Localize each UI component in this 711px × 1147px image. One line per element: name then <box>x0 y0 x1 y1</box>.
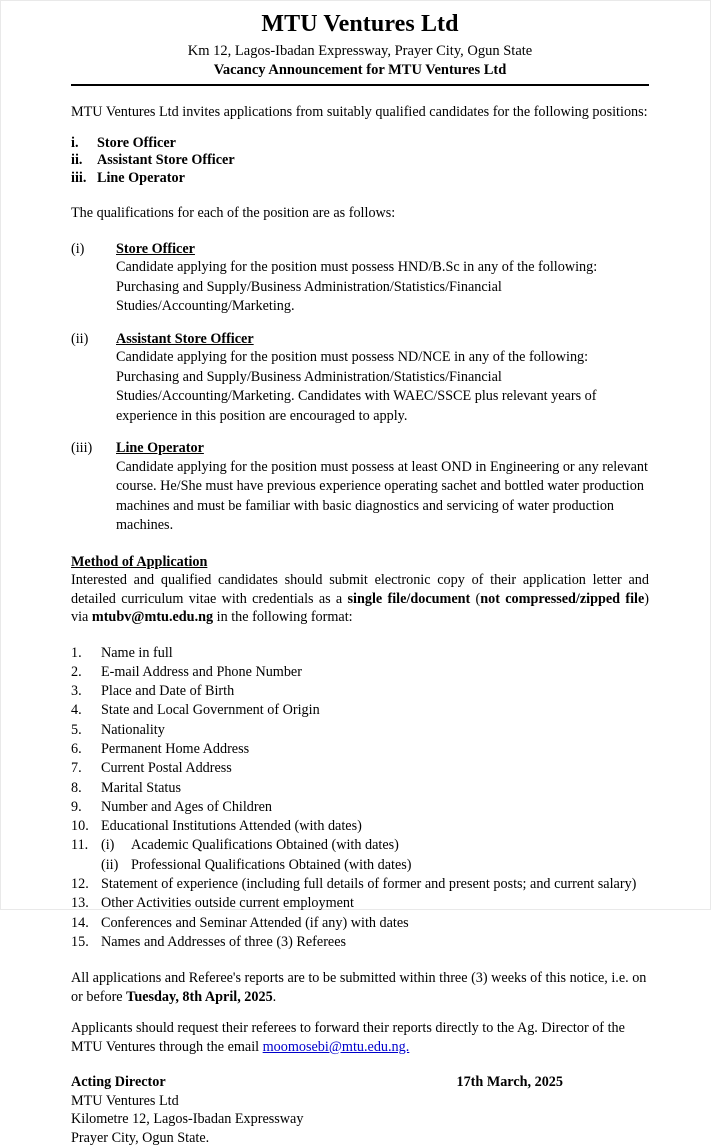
list-index: 1. <box>71 644 82 661</box>
list-item-11 <box>71 836 649 855</box>
qualification-title: Assistant Store Officer <box>116 330 254 347</box>
list-item <box>71 894 649 913</box>
spacer <box>71 1006 649 1019</box>
position-item <box>71 170 649 188</box>
sub-text-ii: Professional Qualifications Obtained (with dates) <box>131 856 412 873</box>
qualification-body <box>116 439 649 536</box>
deadline-text-1: All applications and Referee's reports are to be submitted within three (3) weeks of this notice, i.e. on or before <box>71 970 647 1005</box>
list-text: Current Postal Address <box>101 760 232 777</box>
list-index: 3. <box>71 683 82 700</box>
referee-note-paragraph <box>71 1019 649 1056</box>
spacer <box>71 317 649 330</box>
spacer <box>71 187 649 204</box>
qualification-text: Candidate applying for the position must possess at least OND in Engineering or any relevant course. He/She must have previous experience operating sachet and bottled water production machines and must be familiar with basic diagnostics and servicing of water production machines. <box>116 458 648 533</box>
list-item <box>71 779 649 798</box>
method-text-1: Interested and qualified candidates should submit electronic copy of their application letter and detailed curriculum vitae with credentials as a <box>71 572 649 607</box>
director-email-link[interactable]: moomosebi@mtu.edu.ng. <box>262 1038 410 1055</box>
spacer <box>71 536 649 553</box>
spacer <box>71 952 649 969</box>
application-format-list <box>71 644 649 953</box>
signature-address-1: Kilometre 12, Lagos-Ibadan Expressway <box>71 1111 304 1128</box>
signature-company: MTU Ventures Ltd <box>71 1092 179 1109</box>
signature-address-2: Prayer City, Ogun State. <box>71 1129 210 1146</box>
sub-spacer <box>71 856 101 875</box>
list-index: 10. <box>71 818 89 835</box>
qualification-numeral: (ii) <box>71 330 89 347</box>
method-of-application-heading-wrap <box>71 553 649 572</box>
spacer <box>71 86 649 103</box>
qualification-title: Store Officer <box>116 240 195 257</box>
company-title: MTU Ventures Ltd <box>261 11 459 37</box>
list-item <box>71 721 649 740</box>
signature-row <box>71 1073 649 1092</box>
list-text: E-mail Address and Phone Number <box>101 663 302 680</box>
signature-role: Acting Director <box>71 1074 166 1091</box>
qualification-block-assistant-store-officer <box>71 330 649 427</box>
list-text: Educational Institutions Attended (with dates) <box>101 818 362 835</box>
company-address: Km 12, Lagos-Ibadan Expressway, Prayer City, Ogun State <box>187 43 533 59</box>
list-item <box>71 875 649 894</box>
referee-note-text: Applicants should request their referees to forward their reports directly to the Ag. Director of the MTU Ventures through the email <box>71 1020 625 1055</box>
intro-paragraph: MTU Ventures Ltd invites applications from suitably qualified candidates for the following positions: <box>71 104 648 120</box>
method-text-4: in the following format: <box>213 609 353 625</box>
position-label: Assistant Store Officer <box>97 152 235 168</box>
method-text-3: ) via <box>71 590 650 625</box>
list-index: 11. <box>71 837 89 854</box>
document-body <box>71 1 649 1147</box>
list-text: Permanent Home Address <box>101 740 250 757</box>
list-index: 9. <box>71 798 82 815</box>
method-of-application-heading: Method of Application <box>71 553 208 570</box>
list-index: 6. <box>71 740 82 757</box>
list-item <box>71 798 649 817</box>
list-text: State and Local Government of Origin <box>101 702 320 719</box>
list-index: 14. <box>71 914 89 931</box>
deadline-paragraph <box>71 969 649 1006</box>
list-item <box>71 817 649 836</box>
list-index: 2. <box>71 663 82 680</box>
list-index: 12. <box>71 876 89 893</box>
list-index: 13. <box>71 895 89 912</box>
list-item <box>71 682 649 701</box>
list-text: Marital Status <box>101 779 181 796</box>
qualification-body <box>116 330 649 427</box>
spacer <box>71 627 649 644</box>
position-item <box>71 135 649 153</box>
qualification-numeral: (i) <box>71 240 85 257</box>
qualification-block-line-operator <box>71 439 649 536</box>
list-text: Names and Addresses of three (3) Referees <box>101 933 347 950</box>
spacer <box>71 122 649 135</box>
list-text: Statement of experience (including full details of former and present posts; and current salary) <box>101 876 637 893</box>
method-of-application-text <box>71 571 649 627</box>
list-index: 5. <box>71 721 82 738</box>
list-item <box>71 701 649 720</box>
sub-text-i: Academic Qualifications Obtained (with dates) <box>131 837 399 854</box>
qualification-text: Candidate applying for the position must possess HND/B.Sc in any of the following: Purchasing and Supply/Business Administration/Statistics/Financial Studies/Accounting/Marketing. <box>116 259 598 314</box>
method-text-2: ( <box>470 590 481 607</box>
list-item-11-sub-ii <box>71 856 649 875</box>
spacer <box>71 1056 649 1073</box>
list-item <box>71 663 649 682</box>
method-bold-single-file: single file/document <box>347 590 471 607</box>
list-index: 15. <box>71 933 89 950</box>
sub-index-ii: (ii) <box>101 856 119 873</box>
list-text: Conferences and Seminar Attended (if any) with dates <box>101 914 409 931</box>
list-text <box>101 836 649 855</box>
position-item <box>71 152 649 170</box>
signature-date: 17th March, 2025 <box>456 1074 563 1091</box>
list-index: 4. <box>71 702 82 719</box>
deadline-date: Tuesday, 8th April, 2025 <box>126 988 273 1005</box>
list-text: Other Activities outside current employment <box>101 895 354 912</box>
list-item <box>71 644 649 663</box>
positions-list <box>71 135 649 188</box>
list-text: Name in full <box>101 644 173 661</box>
list-index: 7. <box>71 760 82 777</box>
list-text: Nationality <box>101 721 165 738</box>
qualification-block-store-officer <box>71 240 649 317</box>
list-text: Number and Ages of Children <box>101 798 273 815</box>
application-email: mtubv@mtu.edu.ng <box>91 609 214 625</box>
list-item <box>71 740 649 759</box>
spacer <box>71 426 649 439</box>
qualification-title: Line Operator <box>116 440 204 456</box>
list-item <box>71 914 649 933</box>
qualifications-lead: The qualifications for each of the position are as follows: <box>71 205 396 221</box>
list-item <box>71 759 649 778</box>
qualification-numeral: (iii) <box>71 440 93 456</box>
position-numeral: i. <box>71 134 79 151</box>
position-numeral: ii. <box>71 152 83 168</box>
method-bold-not-compressed: not compressed/zipped file <box>480 590 645 607</box>
qualification-body <box>116 240 649 317</box>
deadline-text-2: . <box>272 988 277 1005</box>
spacer <box>71 223 649 240</box>
qualification-text: Candidate applying for the position must possess ND/NCE in any of the following: Purchasing and Supply/Business Administration/Statistics/Financial Studies/Accounting/Marketing. Candidates with WAEC/SSCE plus relevant years of experience in this position are encouraged to apply. <box>116 349 597 424</box>
list-item <box>71 933 649 952</box>
document-subtitle: Vacancy Announcement for MTU Ventures Ltd <box>213 62 507 78</box>
sub-index-i: (i) <box>101 837 115 854</box>
position-label: Line Operator <box>97 169 185 186</box>
list-text: Place and Date of Birth <box>101 683 235 700</box>
list-index: 8. <box>71 779 82 796</box>
position-numeral: iii. <box>71 169 87 186</box>
position-label: Store Officer <box>97 134 176 151</box>
